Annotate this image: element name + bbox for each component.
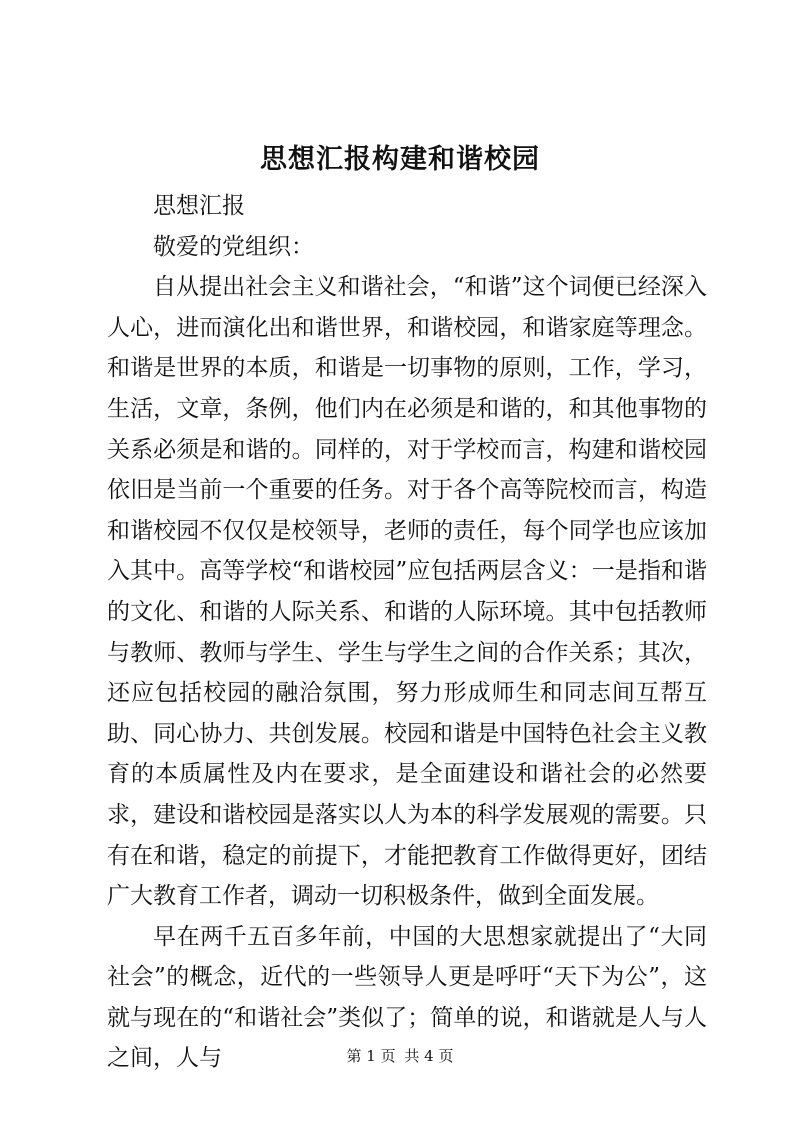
page-footer (0, 1046, 800, 1066)
page-number: 第 1 页 (346, 1047, 396, 1065)
document-title: 思想汇报构建和谐校园 (260, 144, 540, 175)
paragraph: 早在两千五百多年前，中国的大思想家就提出了“大同社会”的概念，近代的一些领导人更是呼吁“天下为公”，这就与现在的“和谐社会”类似了；简单的说，和谐就是人与人之间，人与 (107, 923, 707, 1072)
paragraph: 自从提出社会主义和谐社会，“和谐”这个词便已经深入人心，进而演化出和谐世界，和谐校园，和谐家庭等理念。和谐是世界的本质，和谐是一切事物的原则，工作，学习，生活，文章，条例，他们内在必须是和谐的，和其他事物的关系必须是和谐的。同样的，对于学校而言，构建和谐校园依旧是当前一个重要的任务。对于各个高等院校而言，构造和谐校园不仅仅是校领导，老师的责任，每个同学也应该加入其中。高等学校“和谐校园”应包括两层含义：一是指和谐的文化、和谐的人际关系、和谐的人际环境。其中包括教师与教师、教师与学生、学生与学生之间的合作关系；其次，还应包括校园的融洽氛围，努力形成师生和同志间互帮互助、同心协力、共创发展。校园和谐是中国特色社会主义教育的本质属性及内在要求，是全面建设和谐社会的必然要求，建设和谐校园是落实以人为本的科学发展观的需要。只有在和谐，稳定的前提下，才能把教育工作做得更好，团结广大教育工作者，调动一切积极条件，做到全面发展。 (107, 274, 707, 910)
heading-line: 思想汇报 (153, 193, 245, 219)
salutation: 敬爱的党组织： (153, 233, 314, 260)
page-total: 共 4 页 (404, 1047, 454, 1065)
document-body (107, 186, 707, 1079)
